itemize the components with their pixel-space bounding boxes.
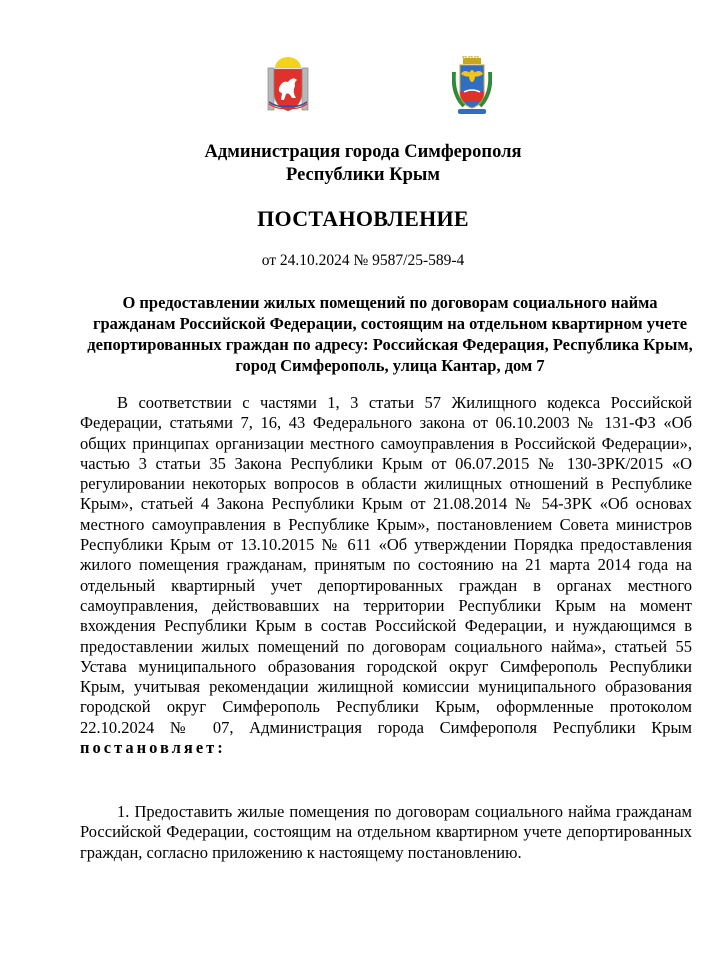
- organization-line-2: Республики Крым: [286, 165, 440, 185]
- document-date-number: от 24.10.2024 № 9587/25-589-4: [261, 252, 465, 269]
- document-subject: О предоставлении жилых помещений по договорам социального найма гражданам Российской Федерации, состоящим на отдельном квартирном учете депортированных граждан по адресу: Российская Федерация, Республика Крым, город Симферополь, улица Кантар, дом 7: [87, 293, 693, 375]
- organization-line-1: Администрация города Симферополя: [204, 142, 522, 162]
- document-type: ПОСТАНОВЛЕНИЕ: [257, 206, 469, 231]
- clause-1: 1. Предоставить жилые помещения по договорам социального найма гражданам Российской Федерации, состоящим на отдельном квартирном учете депортированных граждан, согласно приложению к настоящему постановлению.: [80, 802, 692, 862]
- organization-name: [0, 141, 726, 187]
- preamble-paragraph: [80, 393, 692, 758]
- preamble-text: В соответствии с частями 1, 3 статьи 57 Жилищного кодекса Российской Федерации, статьями 7, 16, 43 Федерального закона от 06.10.2003 № 131-ФЗ «Об общих принципах организации местного самоуправления в Российской Федерации», частью 3 статьи 35 Закона Республики Крым от 06.07.2015 № 130-ЗРК/2015 «О регулировании некоторых вопросов в области жилищных отношений в Республике Крым», статьей 4 Закона Республики Крым от 21.08.2014 № 54-ЗРК «Об основах местного самоуправления в Республике Крым», постановлением Совета министров Республики Крым от 13.10.2015 № 611 «Об утверждении Порядка предоставления жилого помещения гражданам, принятым по состоянию на 21 марта 2014 года на отдельный квартирный учет депортированных граждан в органах местного самоуправления, действовавших на территории Республики Крым на момент вхождения Республики Крым в состав Российской Федерации, и нуждающимся в предоставлении жилых помещений по договорам социального найма», статьей 55 Устава муниципального образования городской округ Симферополь Республики Крым, учитывая рекомендации жилищной комиссии муниципального образования городской округ Симферополь Республики Крым, оформленные протоколом 22.10.2024 № 07, Администрация города Симферополя Республики Крым: [80, 393, 692, 737]
- simferopol-coat-of-arms-icon: [452, 56, 492, 118]
- resolves-word: постановляет:: [80, 738, 226, 758]
- crimea-coat-of-arms-icon: [266, 56, 310, 118]
